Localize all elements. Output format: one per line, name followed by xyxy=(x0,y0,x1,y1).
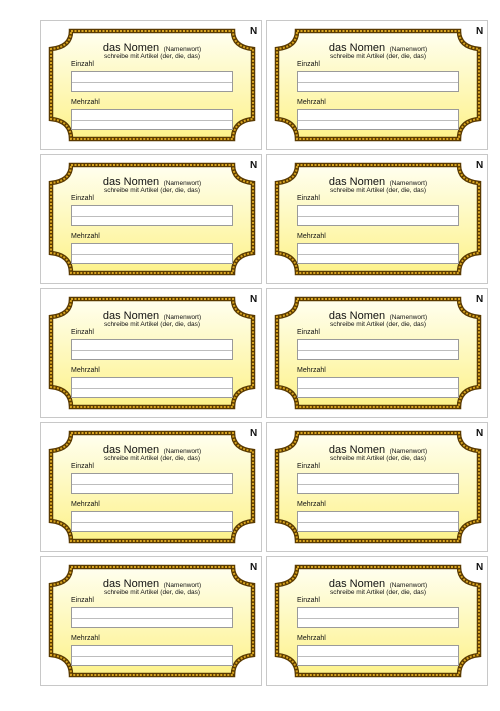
instruction-text: schreibe mit Artikel (der, die, das) xyxy=(329,187,427,194)
noun-card xyxy=(40,154,262,284)
noun-card xyxy=(266,154,488,284)
einzahl-write-area[interactable] xyxy=(71,71,233,92)
instruction-text: schreibe mit Artikel (der, die, das) xyxy=(329,589,427,596)
title-note: (Namenwort) xyxy=(389,46,428,53)
einzahl-write-area[interactable] xyxy=(297,71,459,92)
instruction-text: schreibe mit Artikel (der, die, das) xyxy=(329,53,427,60)
instruction-text: schreibe mit Artikel (der, die, das) xyxy=(103,321,201,328)
instruction-text: schreibe mit Artikel (der, die, das) xyxy=(103,187,201,194)
einzahl-write-area[interactable] xyxy=(297,205,459,226)
label-mehrzahl: Mehrzahl xyxy=(297,233,326,240)
title-note: (Namenwort) xyxy=(163,180,202,187)
label-einzahl: Einzahl xyxy=(297,329,320,336)
category-letter: N xyxy=(250,562,258,573)
title-main: das Nomen xyxy=(328,578,386,590)
label-mehrzahl: Mehrzahl xyxy=(297,367,326,374)
title-note: (Namenwort) xyxy=(389,314,428,321)
mehrzahl-write-area[interactable] xyxy=(71,511,233,532)
mehrzahl-write-area[interactable] xyxy=(297,377,459,398)
category-letter: N xyxy=(476,160,484,171)
title-note: (Namenwort) xyxy=(163,582,202,589)
mehrzahl-write-area[interactable] xyxy=(71,109,233,130)
instruction-text: schreibe mit Artikel (der, die, das) xyxy=(329,455,427,462)
instruction-text: schreibe mit Artikel (der, die, das) xyxy=(103,53,201,60)
noun-card xyxy=(266,288,488,418)
title-note: (Namenwort) xyxy=(163,46,202,53)
instruction-text: schreibe mit Artikel (der, die, das) xyxy=(103,589,201,596)
einzahl-write-area[interactable] xyxy=(297,339,459,360)
noun-card xyxy=(40,422,262,552)
category-letter: N xyxy=(250,160,258,171)
title-main: das Nomen xyxy=(328,176,386,188)
label-mehrzahl: Mehrzahl xyxy=(297,635,326,642)
title-note: (Namenwort) xyxy=(163,448,202,455)
category-letter: N xyxy=(250,294,258,305)
einzahl-write-area[interactable] xyxy=(71,339,233,360)
einzahl-write-area[interactable] xyxy=(297,607,459,628)
label-mehrzahl: Mehrzahl xyxy=(71,501,100,508)
title-main: das Nomen xyxy=(328,444,386,456)
title-note: (Namenwort) xyxy=(389,180,428,187)
einzahl-write-area[interactable] xyxy=(71,205,233,226)
noun-card xyxy=(266,20,488,150)
category-letter: N xyxy=(476,26,484,37)
label-einzahl: Einzahl xyxy=(297,597,320,604)
label-einzahl: Einzahl xyxy=(297,463,320,470)
title-main: das Nomen xyxy=(328,310,386,322)
instruction-text: schreibe mit Artikel (der, die, das) xyxy=(103,455,201,462)
mehrzahl-write-area[interactable] xyxy=(71,243,233,264)
label-mehrzahl: Mehrzahl xyxy=(297,501,326,508)
mehrzahl-write-area[interactable] xyxy=(71,645,233,666)
noun-card xyxy=(40,556,262,686)
label-einzahl: Einzahl xyxy=(71,195,94,202)
einzahl-write-area[interactable] xyxy=(71,607,233,628)
label-einzahl: Einzahl xyxy=(71,463,94,470)
noun-card xyxy=(266,422,488,552)
category-letter: N xyxy=(476,562,484,573)
label-einzahl: Einzahl xyxy=(71,329,94,336)
label-mehrzahl: Mehrzahl xyxy=(71,233,100,240)
title-main: das Nomen xyxy=(328,42,386,54)
noun-card xyxy=(40,20,262,150)
label-mehrzahl: Mehrzahl xyxy=(71,99,100,106)
mehrzahl-write-area[interactable] xyxy=(71,377,233,398)
title-note: (Namenwort) xyxy=(163,314,202,321)
mehrzahl-write-area[interactable] xyxy=(297,109,459,130)
label-mehrzahl: Mehrzahl xyxy=(297,99,326,106)
title-main: das Nomen xyxy=(102,176,160,188)
label-mehrzahl: Mehrzahl xyxy=(71,367,100,374)
title-note: (Namenwort) xyxy=(389,582,428,589)
category-letter: N xyxy=(250,26,258,37)
noun-card xyxy=(266,556,488,686)
mehrzahl-write-area[interactable] xyxy=(297,511,459,532)
mehrzahl-write-area[interactable] xyxy=(297,645,459,666)
title-main: das Nomen xyxy=(102,42,160,54)
title-main: das Nomen xyxy=(102,444,160,456)
einzahl-write-area[interactable] xyxy=(297,473,459,494)
instruction-text: schreibe mit Artikel (der, die, das) xyxy=(329,321,427,328)
label-einzahl: Einzahl xyxy=(71,61,94,68)
category-letter: N xyxy=(476,294,484,305)
title-main: das Nomen xyxy=(102,578,160,590)
noun-card xyxy=(40,288,262,418)
label-mehrzahl: Mehrzahl xyxy=(71,635,100,642)
mehrzahl-write-area[interactable] xyxy=(297,243,459,264)
einzahl-write-area[interactable] xyxy=(71,473,233,494)
title-main: das Nomen xyxy=(102,310,160,322)
category-letter: N xyxy=(476,428,484,439)
category-letter: N xyxy=(250,428,258,439)
label-einzahl: Einzahl xyxy=(297,195,320,202)
label-einzahl: Einzahl xyxy=(297,61,320,68)
title-note: (Namenwort) xyxy=(389,448,428,455)
label-einzahl: Einzahl xyxy=(71,597,94,604)
